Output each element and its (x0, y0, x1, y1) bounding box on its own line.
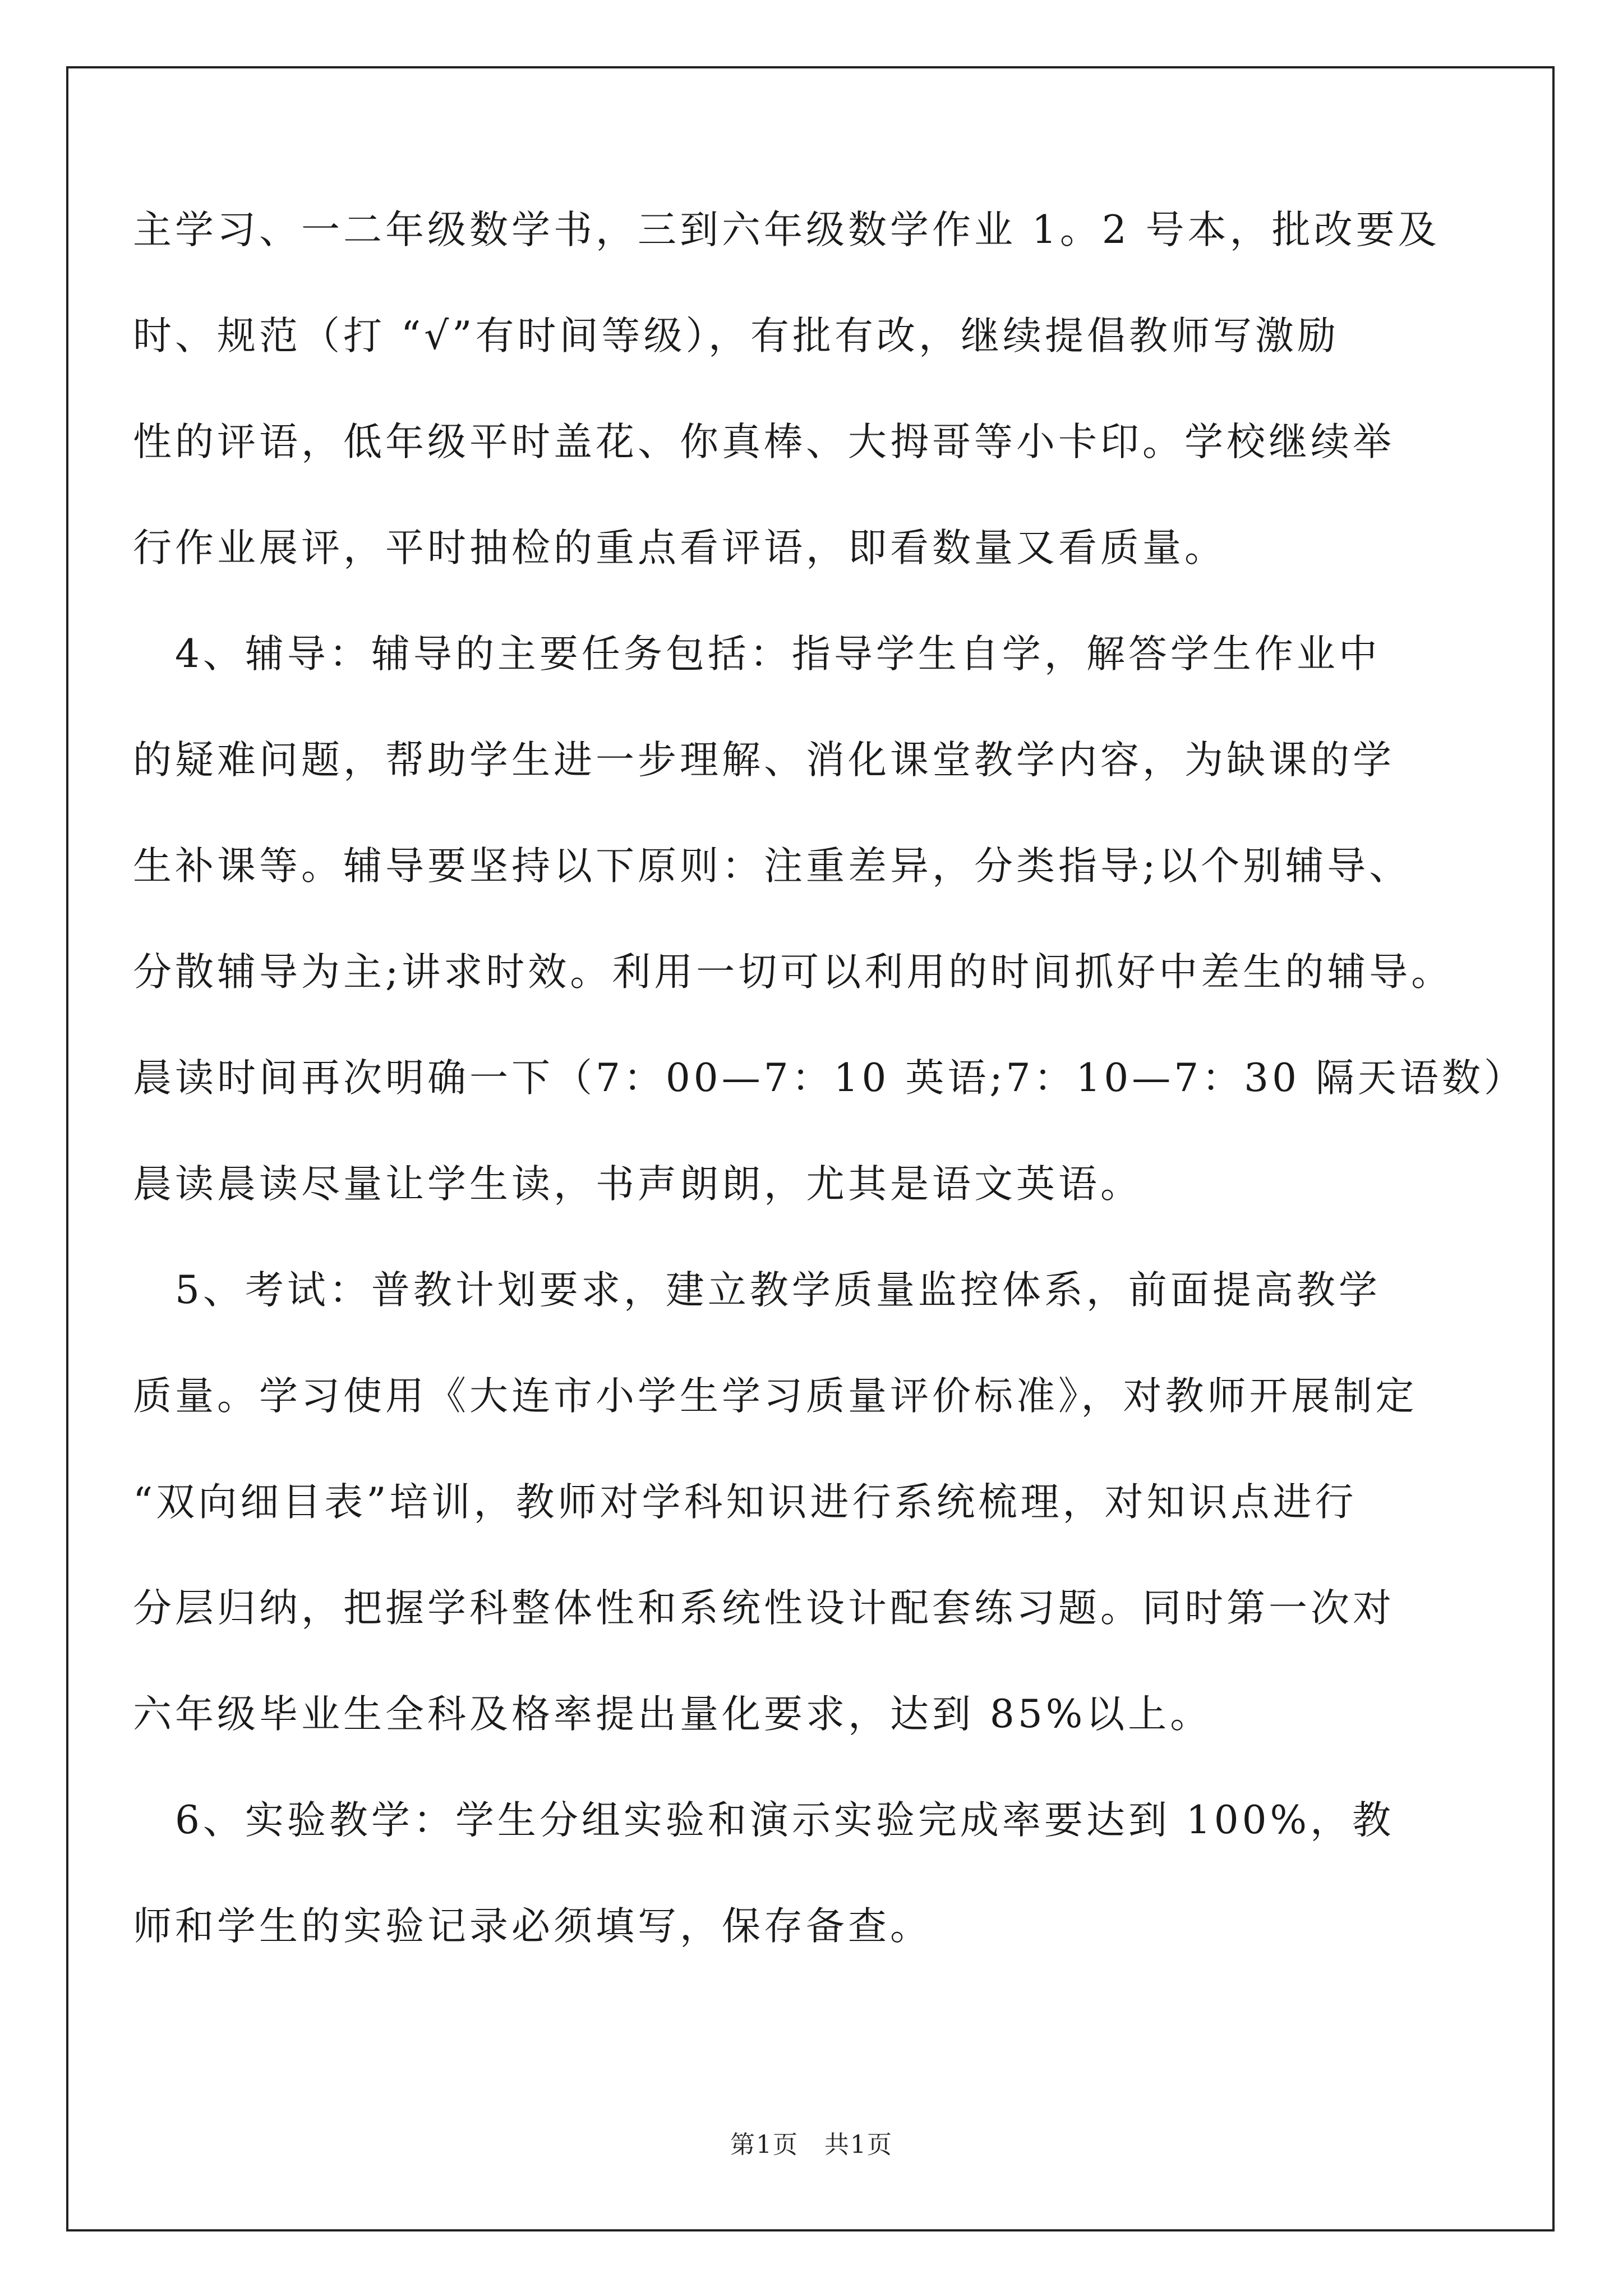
document-body (133, 208, 1526, 2010)
text-line: 晨读晨读尽量让学生读，书声朗朗，尤其是语文英语。 (133, 1162, 1142, 1207)
text-line: 的疑难问题，帮助学生进一步理解、消化课堂教学内容，为缺课的学 (133, 738, 1395, 783)
text-line: 晨读时间再次明确一下（7：00—7：10 英语;7：10—7：30 隔天语数） (133, 1056, 1526, 1101)
page-number-footer: 第1页 共1页 (730, 2131, 893, 2159)
text-line: 师和学生的实验记录必须填写，保存备查。 (133, 1904, 932, 1949)
text-line: “双向细目表”培训，教师对学科知识进行系统梳理，对知识点进行 (133, 1480, 1357, 1525)
text-line: 6、实验教学：学生分组实验和演示实验完成率要达到 100%，教 (133, 1798, 1395, 1843)
text-line: 时、规范（打 “√”有时间等级），有批有改，继续提倡教师写激励 (133, 314, 1339, 358)
text-line: 质量。学习使用《大连市小学生学习质量评价标准》，对教师开展制定 (133, 1374, 1418, 1419)
text-line: 行作业展评，平时抽检的重点看评语，即看数量又看质量。 (133, 526, 1227, 570)
text-line: 六年级毕业生全科及格率提出量化要求，达到 85%以上。 (133, 1692, 1212, 1737)
text-line: 5、考试：普教计划要求，建立教学质量监控体系，前面提高教学 (133, 1268, 1381, 1313)
text-line: 主学习、一二年级数学书，三到六年级数学作业 1。2 号本，批改要及 (133, 208, 1440, 252)
text-line: 生补课等。辅导要坚持以下原则：注重差异，分类指导;以个别辅导、 (133, 844, 1412, 889)
text-line: 性的评语，低年级平时盖花、你真棒、大拇哥等小卡印。学校继续举 (133, 420, 1395, 464)
text-line: 分层归纳，把握学科整体性和系统性设计配套练习题。同时第一次对 (133, 1586, 1395, 1631)
text-line: 4、辅导：辅导的主要任务包括：指导学生自学，解答学生作业中 (133, 632, 1381, 677)
text-line: 分散辅导为主;讲求时效。利用一切可以利用的时间抓好中差生的辅导。 (133, 950, 1454, 995)
